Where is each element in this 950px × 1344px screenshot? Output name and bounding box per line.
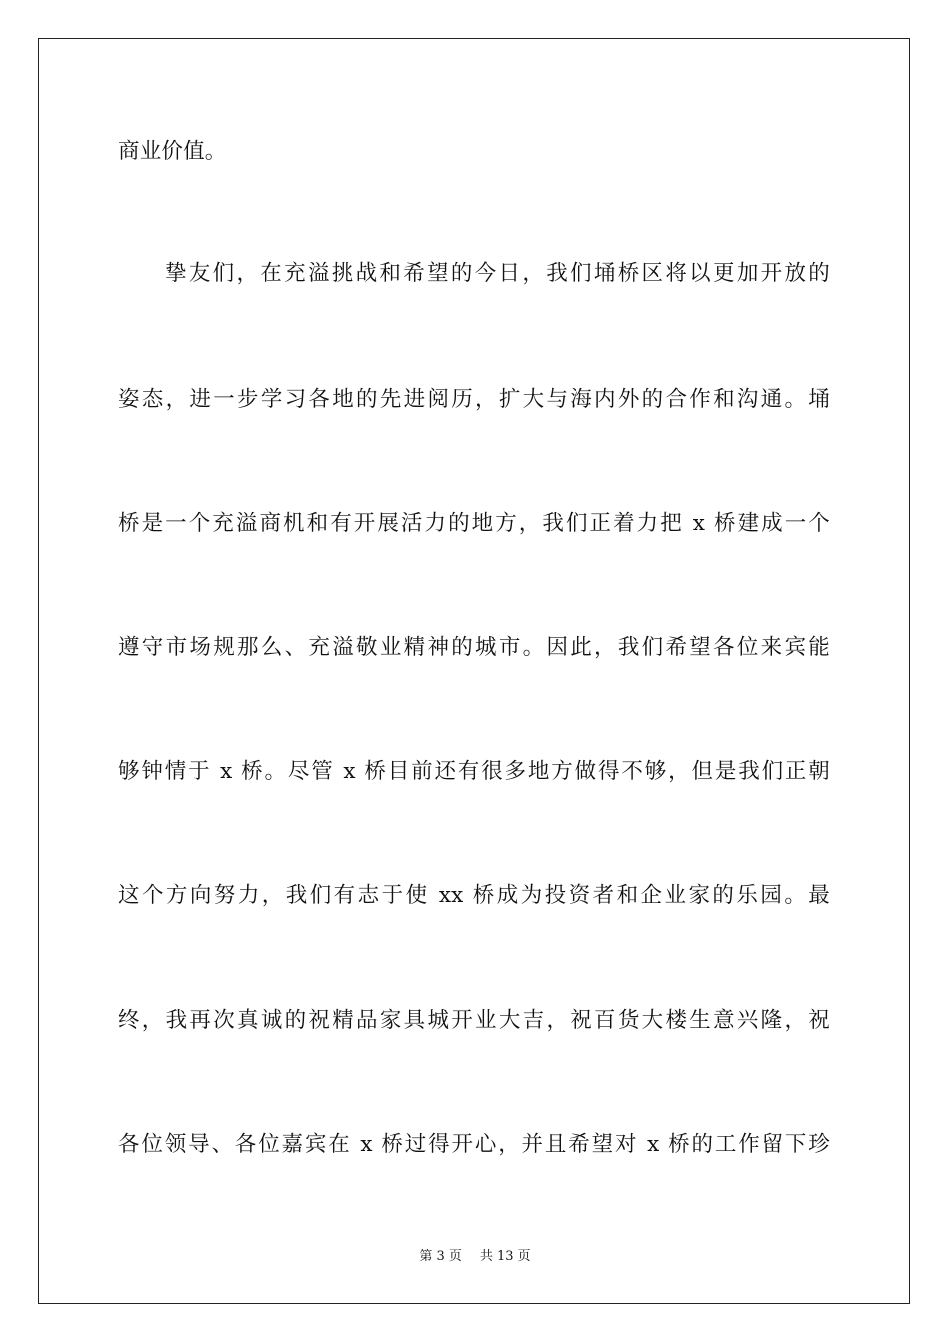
- text-line-2: 挚友们，在充溢挑战和希望的今日，我们埇桥区将以更加开放的: [165, 261, 830, 286]
- text-line-1: 商业价值。: [118, 139, 227, 164]
- text-line-7: 这个方向努力，我们有志于使 xx 桥成为投资者和企业家的乐园。最: [118, 883, 830, 908]
- page-footer: [0, 1248, 950, 1266]
- text-line-4: 桥是一个充溢商机和有开展活力的地方，我们正着力把 x 桥建成一个: [118, 511, 830, 536]
- total-pages: 共 13 页: [479, 1249, 531, 1264]
- page-frame: [38, 38, 910, 1304]
- text-line-5: 遵守市场规那么、充溢敬业精神的城市。因此，我们希望各位来宾能: [118, 635, 830, 660]
- text-line-9: 各位领导、各位嘉宾在 x 桥过得开心，并且希望对 x 桥的工作留下珍: [118, 1132, 830, 1157]
- text-line-3: 姿态，进一步学习各地的先进阅历，扩大与海内外的合作和沟通。埇: [118, 387, 830, 412]
- text-line-6: 够钟情于 x 桥。尽管 x 桥目前还有很多地方做得不够，但是我们正朝: [118, 759, 830, 784]
- page-number: 第 3 页: [419, 1249, 462, 1264]
- text-line-8: 终，我再次真诚的祝精品家具城开业大吉，祝百货大楼生意兴隆，祝: [118, 1008, 830, 1033]
